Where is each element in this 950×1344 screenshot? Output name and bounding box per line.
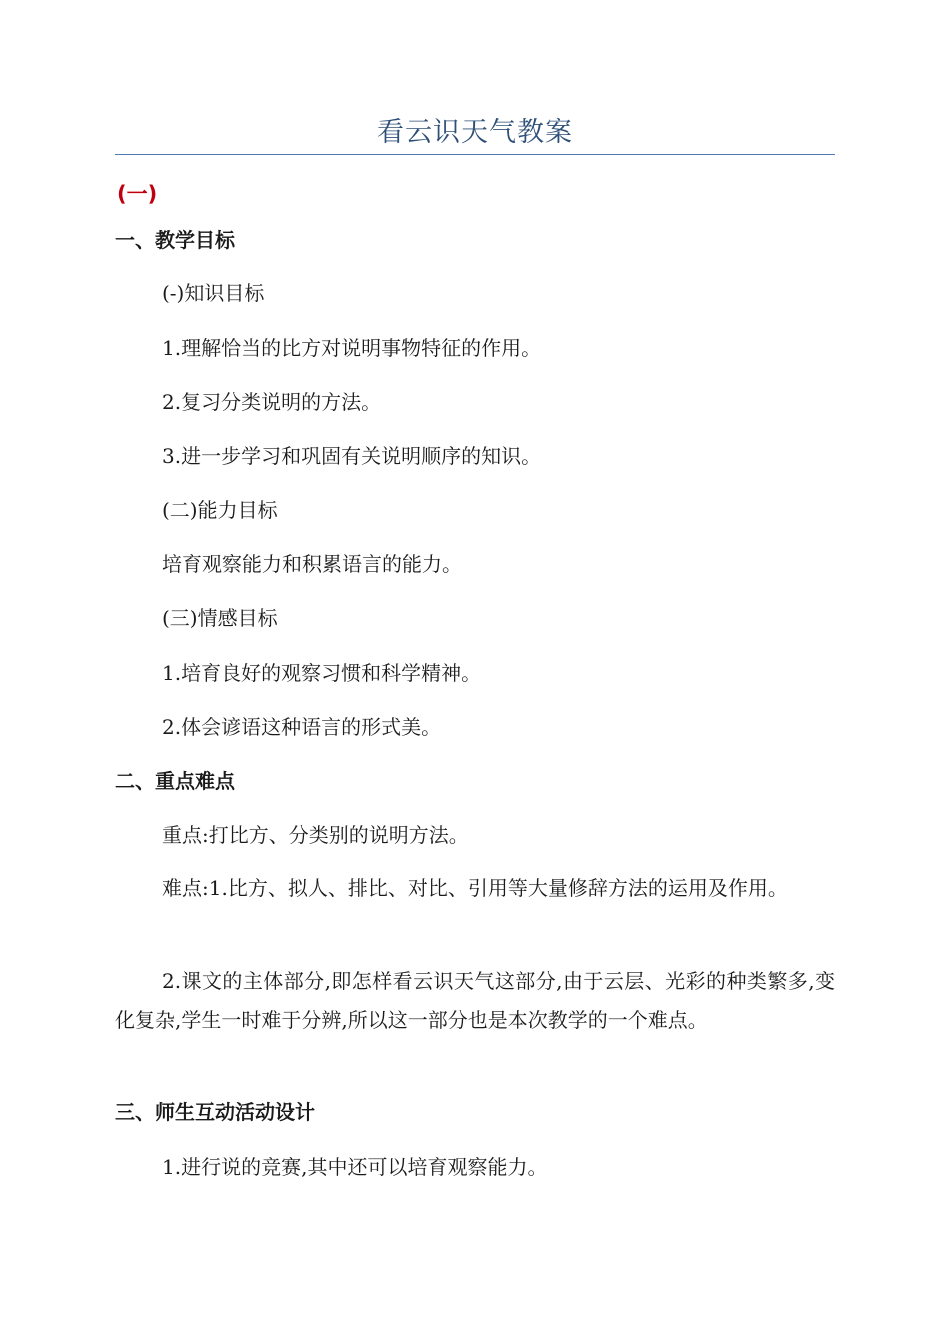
knowledge-goals-label: (-)知识目标 bbox=[162, 281, 265, 305]
difficulty-point-1: 难点:1.比方、拟人、排比、对比、引用等大量修辞方法的运用及作用。 bbox=[162, 876, 788, 900]
ability-goals-label: (二)能力目标 bbox=[162, 498, 278, 522]
title-underline bbox=[115, 154, 835, 155]
document-title: 看云识天气教案 bbox=[377, 117, 573, 148]
heading-teaching-goals: 一、教学目标 bbox=[115, 228, 235, 252]
knowledge-goal-item: 1.理解恰当的比方对说明事物特征的作用。 bbox=[162, 336, 542, 360]
knowledge-goal-item: 2.复习分类说明的方法。 bbox=[162, 390, 382, 414]
heading-activity-design: 三、师生互动活动设计 bbox=[115, 1100, 315, 1124]
heading-key-points: 二、重点难点 bbox=[115, 769, 235, 793]
ability-goal-text: 培育观察能力和积累语言的能力。 bbox=[162, 552, 462, 576]
emotion-goal-item: 1.培育良好的观察习惯和科学精神。 bbox=[162, 661, 482, 685]
emotion-goals-label: (三)情感目标 bbox=[162, 606, 278, 630]
section-marker: (一) bbox=[117, 182, 158, 206]
difficulty-point-2: 2.课文的主体部分,即怎样看云识天气这部分,由于云层、光彩的种类繁多,变化复杂,学生一时难于分辨,所以这一部分也是本次教学的一个难点。 bbox=[115, 969, 835, 1032]
knowledge-goal-item: 3.进一步学习和巩固有关说明顺序的知识。 bbox=[162, 444, 542, 468]
focus-point: 重点:打比方、分类别的说明方法。 bbox=[162, 823, 469, 847]
emotion-goal-item: 2.体会谚语这种语言的形式美。 bbox=[162, 715, 442, 739]
activity-item: 1.进行说的竞赛,其中还可以培育观察能力。 bbox=[162, 1155, 548, 1179]
